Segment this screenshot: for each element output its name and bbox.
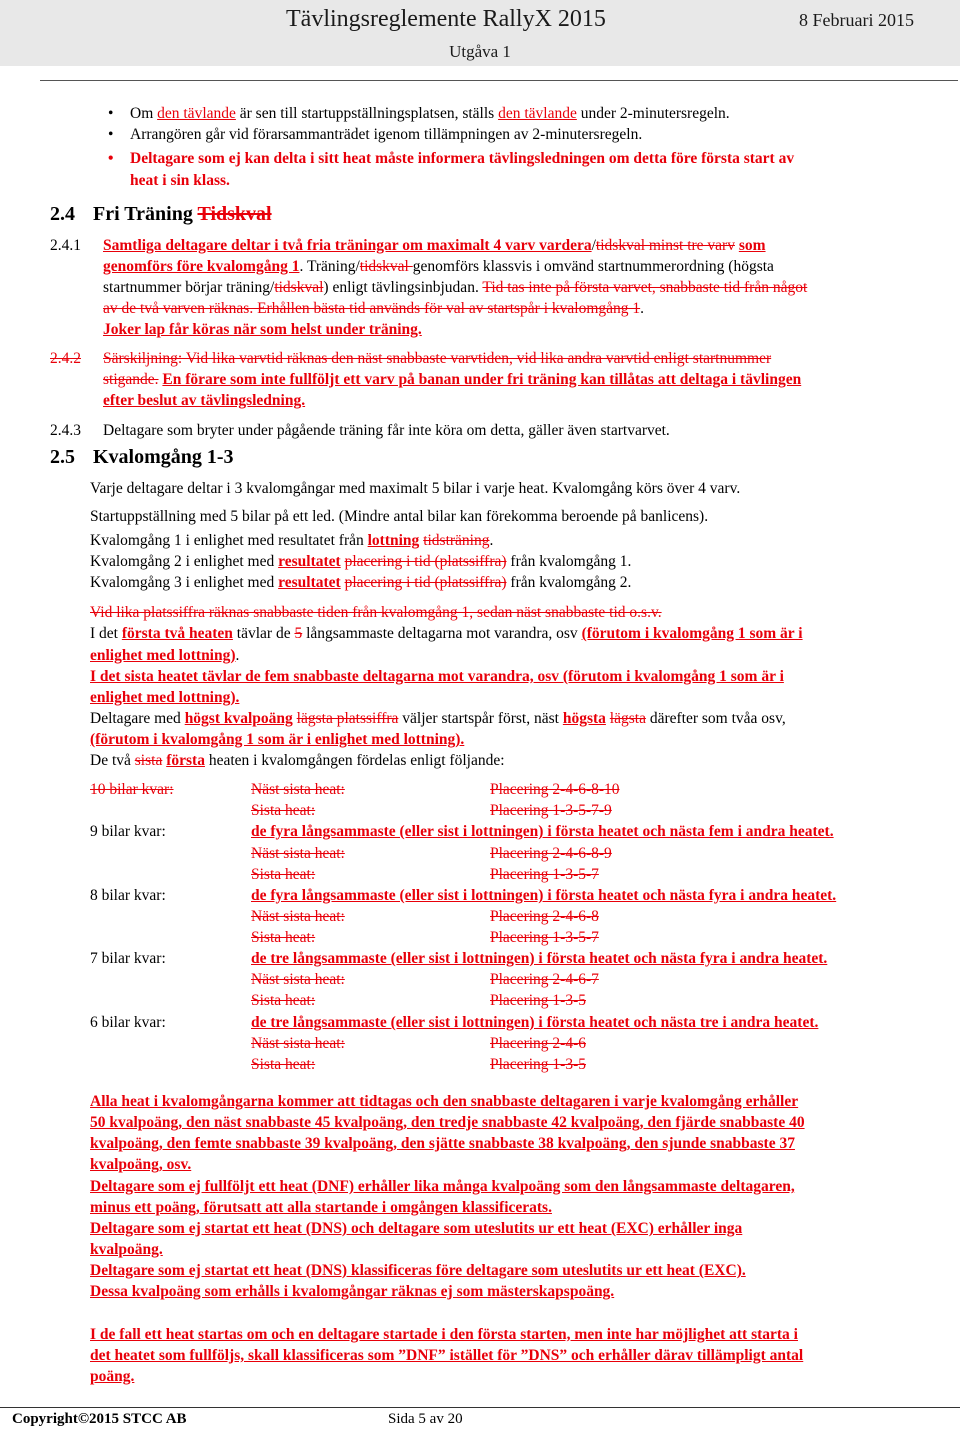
table-cell: Placering 2-4-6-8-10 bbox=[490, 781, 620, 798]
paragraph-line: Joker lap får köras när som helst under träning. bbox=[103, 321, 422, 338]
paragraph-line: Varje deltagare deltar i 3 kvalomgångar med maximalt 5 bilar i varje heat. Kvalomgång körs över 4 varv. bbox=[90, 480, 741, 497]
table-cell: Placering 2-4-6 bbox=[490, 1035, 586, 1052]
paragraph-line: I det sista heatet tävlar de fem snabbaste deltagarna mot varandra, osv (förutom i kvalomgång 1 som är i bbox=[90, 668, 784, 685]
bullet-item: • Deltagare som ej kan delta i sitt heat måste informera tävlingsledningen om detta före första start av bbox=[130, 148, 794, 169]
table-cell: Näst sista heat: bbox=[251, 908, 345, 925]
paragraph-line: Deltagare med högst kvalpoäng lägsta platssiffra väljer startspår först, näst högsta lägsta därefter som tvåa osv, bbox=[90, 710, 786, 727]
table-cell: de tre långsammaste (eller sist i lottningen) i första heatet och nästa fyra i andra heatet. bbox=[251, 950, 828, 967]
table-row-label: 10 bilar kvar: bbox=[90, 781, 174, 798]
document-title: Tävlingsreglemente RallyX 2015 bbox=[286, 6, 606, 32]
paragraph-line: stigande. En förare som inte fullföljt ett varv på banan under fri träning kan tillåtas att deltaga i tävlingen bbox=[103, 371, 802, 388]
paragraph-line: Deltagare som ej fullföljt ett heat (DNF) erhåller lika många kvalpoäng som den långsammaste deltagaren, bbox=[90, 1178, 795, 1195]
bullet-item: • Arrangören går vid förarsammanträdet igenom tillämpningen av 2-minutersregeln. bbox=[130, 124, 642, 145]
paragraph-line: det heatet som fullföljs, skall klassificeras som ”DNF” istället för ”DNS” och erhåller därav tillämpligt antal bbox=[90, 1347, 804, 1364]
footer-page-number: Sida 5 av 20 bbox=[388, 1411, 463, 1427]
paragraph-line: Deltagare som ej startat ett heat (DNS) och deltagare som uteslutits ur ett heat (EXC) erhåller inga bbox=[90, 1220, 743, 1237]
table-cell: de tre långsammaste (eller sist i lottningen) i första heatet och nästa tre i andra heatet. bbox=[251, 1014, 819, 1031]
table-row-label: 7 bilar kvar: bbox=[90, 950, 166, 967]
table-cell: Sista heat: bbox=[251, 992, 316, 1009]
table-cell: Näst sista heat: bbox=[251, 971, 345, 988]
section-heading-2-4: 2.4 Fri Träning Tidskval bbox=[50, 203, 272, 225]
paragraph-line: poäng. bbox=[90, 1368, 135, 1385]
table-row-label: 8 bilar kvar: bbox=[90, 887, 166, 904]
table-cell: Sista heat: bbox=[251, 1056, 316, 1073]
footer-copyright: Copyright©2015 STCC AB bbox=[12, 1411, 187, 1427]
table-cell: Placering 1-3-5-7 bbox=[490, 866, 599, 883]
bullet-item: • Om den tävlande är sen till startuppställningsplatsen, ställs den tävlande under 2-minutersregeln. bbox=[130, 103, 730, 124]
table-cell: Placering 1-3-5-7 bbox=[490, 929, 599, 946]
table-cell: Placering 1-3-5-7-9 bbox=[490, 802, 612, 819]
paragraph-line: genomförs före kvalomgång 1. Träning/tidskval genomförs klassvis i omvänd startnummerordning (högsta bbox=[103, 258, 774, 275]
paragraph-line: 50 kvalpoäng, den näst snabbaste 45 kvalpoäng, den tredje snabbaste 42 kvalpoäng, den fjärde snabbaste 40 bbox=[90, 1114, 805, 1131]
table-cell: Sista heat: bbox=[251, 929, 316, 946]
document-edition: Utgåva 1 bbox=[449, 42, 511, 61]
table-cell: Näst sista heat: bbox=[251, 845, 345, 862]
paragraph-line: enlighet med lottning). bbox=[90, 647, 240, 664]
bullet-item-cont: heat i sin klass. bbox=[130, 172, 230, 189]
paragraph-num: 2.4.2 bbox=[50, 350, 81, 367]
paragraph-line: Vid lika platssiffra räknas snabbaste tiden från kvalomgång 1, sedan näst snabbaste tid o.s.v. bbox=[90, 604, 662, 621]
paragraph-line: I det första två heaten tävlar de 5 långsammaste deltagarna mot varandra, osv (förutom i kvalomgång 1 som är i bbox=[90, 625, 803, 642]
paragraph-line: Kvalomgång 2 i enlighet med resultatet placering i tid (platssiffra) från kvalomgång 1. bbox=[90, 553, 632, 570]
section-heading-2-5: 2.5 Kvalomgång 1-3 bbox=[50, 446, 234, 468]
paragraph-line: Kvalomgång 3 i enlighet med resultatet placering i tid (platssiffra) från kvalomgång 2. bbox=[90, 574, 632, 591]
paragraph-line: Startuppställning med 5 bilar på ett led. (Mindre antal bilar kan förekomma beroende på banlicens). bbox=[90, 508, 709, 525]
table-cell: Placering 2-4-6-8 bbox=[490, 908, 599, 925]
table-cell: Placering 2-4-6-7 bbox=[490, 971, 599, 988]
paragraph-line: Samtliga deltagare deltar i två fria träningar om maximalt 4 varv vardera/tidskval minst tre varv som bbox=[103, 237, 766, 254]
paragraph-line: kvalpoäng, osv. bbox=[90, 1156, 192, 1173]
paragraph-line: av de två varven räknas. Erhållen bästa tid används för val av startspår i kvalomgång 1. bbox=[103, 300, 645, 317]
paragraph-line: Dessa kvalpoäng som erhålls i kvalomgångar räknas ej som mästerskapspoäng. bbox=[90, 1283, 615, 1300]
paragraph-line: kvalpoäng. bbox=[90, 1241, 163, 1258]
table-cell: Placering 1-3-5 bbox=[490, 992, 586, 1009]
paragraph-line: Alla heat i kvalomgångarna kommer att tidtagas och den snabbaste deltagaren i varje kvalomgång erhåller bbox=[90, 1093, 799, 1110]
paragraph-line: minus ett poäng, förutsatt att alla startande i omgången klassificerats. bbox=[90, 1199, 552, 1216]
paragraph-line: De två sista första heaten i kvalomgången fördelas enligt följande: bbox=[90, 752, 505, 769]
paragraph-line: (förutom i kvalomgång 1 som är i enlighet med lottning). bbox=[90, 731, 465, 748]
paragraph-line: startnummer börjar träning/tidskval) enligt tävlingsinbjudan. Tid tas inte på första varvet, snabbaste tid från något bbox=[103, 279, 808, 296]
table-row-label: 6 bilar kvar: bbox=[90, 1014, 166, 1031]
paragraph-line: kvalpoäng, den femte snabbaste 39 kvalpoäng, den sjätte snabbaste 38 kvalpoäng, den sjunde snabbaste 37 bbox=[90, 1135, 795, 1152]
paragraph-line: Deltagare som ej startat ett heat (DNS) klassificeras före deltagare som uteslutits ur ett heat (EXC). bbox=[90, 1262, 746, 1279]
paragraph-line: I de fall ett heat startas om och en deltagare startade i den första starten, men inte har möjlighet att starta i bbox=[90, 1326, 798, 1343]
document-date: 8 Februari 2015 bbox=[799, 10, 914, 30]
table-row-label: 9 bilar kvar: bbox=[90, 823, 166, 840]
paragraph-num: 2.4.3 bbox=[50, 422, 81, 439]
footer-divider bbox=[0, 1407, 960, 1408]
table-cell: Näst sista heat: bbox=[251, 1035, 345, 1052]
table-cell: Sista heat: bbox=[251, 802, 316, 819]
table-cell: Placering 1-3-5 bbox=[490, 1056, 586, 1073]
paragraph-line: enlighet med lottning). bbox=[90, 689, 240, 706]
table-cell: Näst sista heat: bbox=[251, 781, 345, 798]
paragraph-line: Kvalomgång 1 i enlighet med resultatet från lottning tidsträning. bbox=[90, 532, 494, 549]
table-cell: Placering 2-4-6-8-9 bbox=[490, 845, 612, 862]
table-cell: Sista heat: bbox=[251, 866, 316, 883]
paragraph-line: Deltagare som bryter under pågående träning får inte köra om detta, gäller även startvarvet. bbox=[103, 422, 670, 439]
header-divider bbox=[40, 80, 958, 81]
table-cell: de fyra långsammaste (eller sist i lottningen) i första heatet och nästa fyra i andra heatet. bbox=[251, 887, 837, 904]
paragraph-line: efter beslut av tävlingsledning. bbox=[103, 392, 306, 409]
paragraph-num: 2.4.1 bbox=[50, 237, 81, 254]
table-cell: de fyra långsammaste (eller sist i lottningen) i första heatet och nästa fem i andra heatet. bbox=[251, 823, 834, 840]
paragraph-line: Särskiljning: Vid lika varvtid räknas den näst snabbaste varvtiden, vid lika andra varvtid enligt startnummer bbox=[103, 350, 772, 367]
